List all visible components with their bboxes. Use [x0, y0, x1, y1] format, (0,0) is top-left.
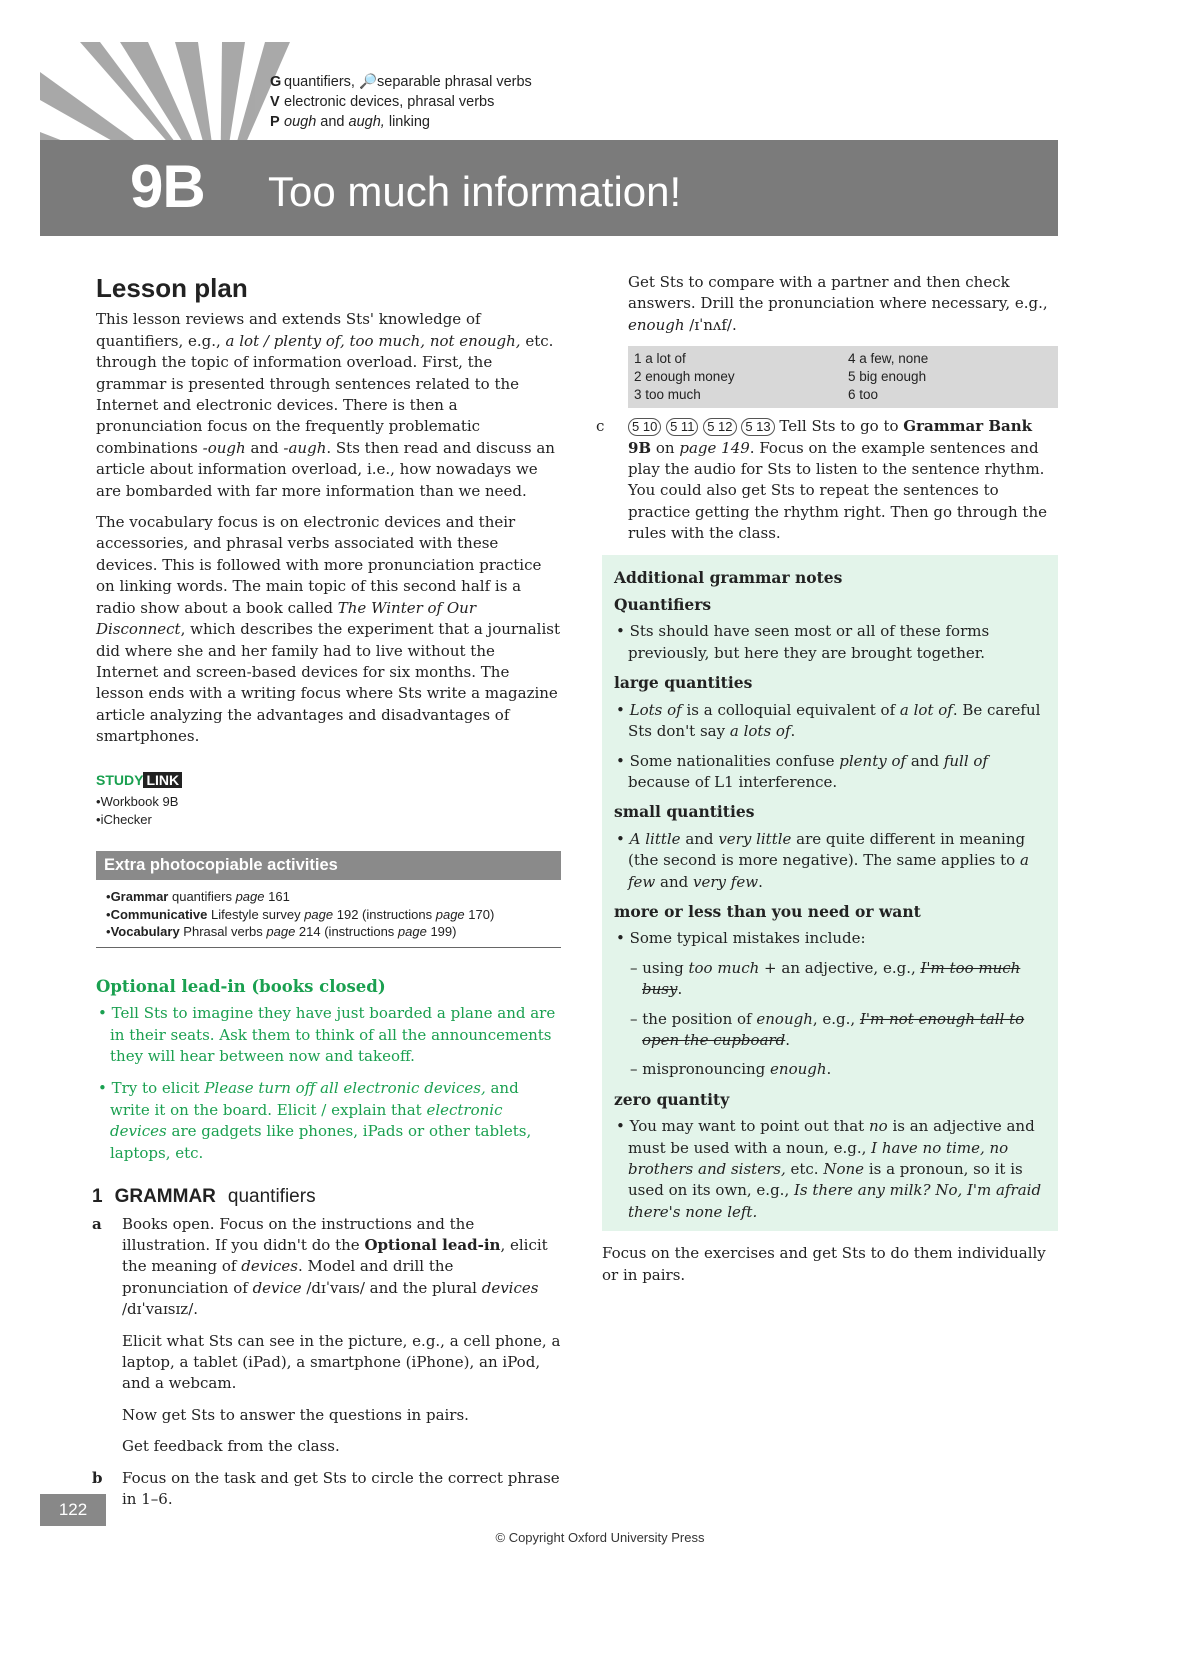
notes-heading: Additional grammar notes — [614, 567, 843, 587]
study-link-heading: STUDY LINK — [96, 770, 561, 791]
exercise-b: b Focus on the task and get Sts to circle the correct phrase in 1–6. — [92, 1468, 560, 1508]
audio-icon[interactable]: 5 12 — [703, 418, 736, 436]
intro-paragraph-1: This lesson reviews and extends Sts' knowledge of quantifiers, e.g., a lot / plenty of, too much, not enough, etc. through the topic of information overload. First, the grammar is presented through sentences related to the Internet and electronic devices. There is then a pronunciation focus on the frequently problematic combinations -ough and -augh. Sts then read and discuss an article about information overload, i.e., how nowadays we are bombarded with far more information than we need. — [96, 310, 555, 500]
study-link-list — [96, 793, 561, 829]
audio-icon[interactable]: 5 10 — [628, 418, 661, 436]
lesson-plan-heading: Lesson plan — [96, 273, 248, 303]
list-item: • Workbook 9B — [96, 793, 561, 811]
answer-item: 5 big enough — [848, 369, 927, 385]
intro-paragraph-2: The vocabulary focus is on electronic devices and their accessories, and phrasal verbs associated with these devices. This is followed with more pronunciation practice on linking words. The main topic of this second half is a radio show about a book called The Winter of Our Disconnect, which describes the experiment that a journalist did where she and her family had to live without the Internet and screen-based devices for six months. The lesson ends with a writing focus where Sts write a magazine article analyzing the advantages and disadvantages of smartphones. — [96, 513, 560, 746]
answer-key-box — [628, 346, 1058, 408]
answer-item: 3 too much — [634, 387, 701, 403]
key-icon: 🔎 — [358, 74, 378, 90]
note-bullet: • Some typical mistakes include: — [614, 928, 1046, 949]
page-title: Too much information! — [268, 168, 682, 215]
notes-subheading: zero quantity — [614, 1089, 730, 1109]
unit-number: 9B — [130, 153, 205, 220]
lesson-focus-list: G quantifiers, 🔎separable phrasal verbs V electronic devices, phrasal verbs P ough and augh, linking — [270, 74, 532, 130]
lead-in-bullet-1: • Tell Sts to imagine they have just boarded a plane and are in their seats. Ask them to think of all the announcements they will hear between now and takeoff. — [96, 1003, 561, 1067]
list-item: • Vocabulary Phrasal verbs page 214 (instructions page 199) — [106, 923, 561, 941]
note-dash-item: – using too much + an adjective, e.g., I'm too much busy. — [630, 958, 1021, 999]
notes-subheading: more or less than you need or want — [614, 901, 921, 921]
exercise-a: a Books open. Focus on the instructions and the illustration. If you didn't do the Optional lead-in, elicit the meaning of devices. Model and drill the pronunciation of device /dɪˈvaɪs/ and the plural devices /dɪˈvaɪsɪz/. Elicit what Sts can see in the picture, e.g., a cell phone, a laptop, a tablet (iPad), a smartphone (iPhone), an iPod, and a webcam. Now get Sts to answer the questions in pairs. Get feedback from the class. — [92, 1214, 561, 1456]
left-column — [92, 270, 561, 1520]
list-item: • Communicative Lifestyle survey page 192 (instructions page 170) — [106, 906, 561, 924]
extra-activities-box — [96, 851, 561, 948]
lead-in-heading: Optional lead-in (books closed) — [96, 976, 386, 996]
final-paragraph: Focus on the exercises and get Sts to do them individually or in pairs. — [602, 1244, 1046, 1284]
notes-subheading: small quantities — [614, 802, 755, 822]
audio-icon[interactable]: 5 13 — [741, 418, 774, 436]
answer-item: 1 a lot of — [634, 351, 686, 367]
grammar-section-heading: 1 GRAMMAR quantifiers — [92, 1186, 316, 1208]
copyright-notice: © Copyright Oxford University Press — [495, 1530, 705, 1545]
list-item: • iChecker — [96, 811, 561, 829]
answer-item: 2 enough money — [634, 369, 735, 385]
right-column — [596, 272, 1058, 1296]
note-bullet: • You may want to point out that no is an adjective and must be used with a noun, e.g., I have no time, no brothers and sisters, etc. None is a pronoun, so it is used on its own, e.g., Is there any milk? No, I'm afraid there's none left. — [614, 1116, 1046, 1223]
note-bullet: • Some nationalities confuse plenty of and full of because of L1 interference. — [614, 751, 1046, 794]
notes-subheading: Quantifiers — [614, 595, 712, 615]
lead-in-bullet-2: • Try to elicit Please turn off all electronic devices, and write it on the board. Elicit / explain that electronic devices are gadgets like phones, iPads or other tablets, laptops, etc. — [96, 1078, 561, 1164]
note-bullet: • Lots of is a colloquial equivalent of a lot of. Be careful Sts don't say a lots of. — [614, 700, 1046, 743]
note-bullet: • A little and very little are quite different in meaning (the second is more negative). The same applies to a few and very few. — [614, 829, 1046, 893]
list-item: • Grammar quantifiers page 161 — [106, 888, 561, 906]
page-number: 122 — [40, 1494, 106, 1526]
notes-subheading: large quantities — [614, 673, 753, 693]
grammar-notes-box — [602, 555, 1058, 1232]
answer-item: 4 a few, none — [848, 351, 929, 367]
note-dash-item: – the position of enough, e.g., I'm not enough tall to open the cupboard. — [630, 1009, 1025, 1049]
check-answers-paragraph: Get Sts to compare with a partner and then check answers. Drill the pronunciation where necessary, e.g., enough /ɪˈnʌf/. — [628, 273, 1048, 334]
exercise-c: c 5 10 5 11 5 12 5 13 Tell Sts to go to Grammar Bank 9B on page 149. Focus on the example sentences and play the audio for Sts to listen to the sentence rhythm. You could also get Sts to repeat the sentences to practice getting the rhythm right. Then go through the rules with the class. — [596, 417, 1047, 543]
audio-icon[interactable]: 5 11 — [666, 418, 698, 436]
extra-activities-heading: Extra photocopiable activities — [96, 851, 561, 880]
note-dash-item: – mispronouncing enough. — [630, 1060, 832, 1079]
answer-item: 6 too — [848, 387, 879, 403]
note-bullet: • Sts should have seen most or all of these forms previously, but here they are brought together. — [614, 621, 1046, 664]
